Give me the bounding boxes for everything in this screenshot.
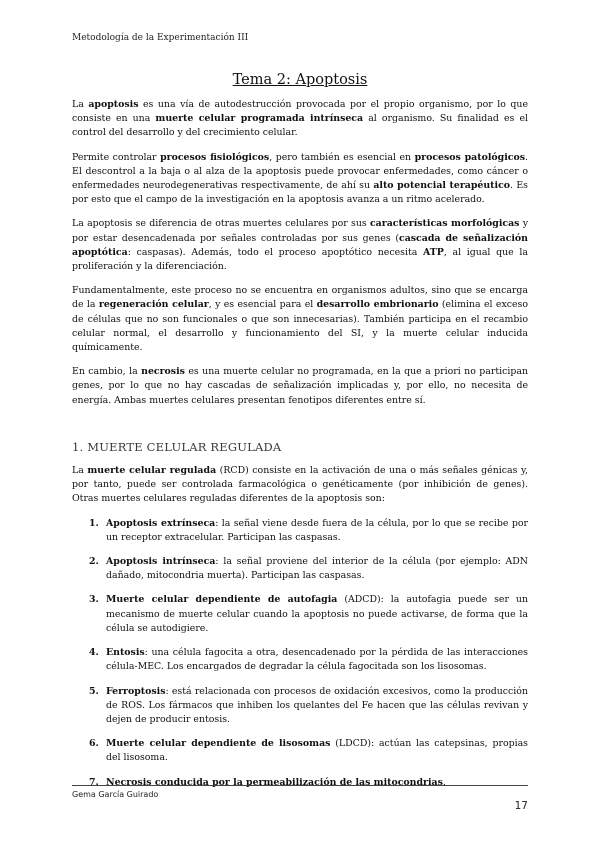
text: (ADCD): la autofagia puede ser un mecanismo de muerte celular cuando la apoptosis no puede activarse, de forma que la célula se autodigiere. [106,594,528,634]
bold-term: Apoptosis extrínseca [106,517,216,529]
list-number: 6. [89,738,99,750]
text: En cambio, la [72,366,142,378]
bold-term: Muerte celular dependiente de lisosomas [106,738,331,750]
page-number: 17 [514,800,528,812]
text: La [72,99,89,110]
bold-term: Ferroptosis [106,685,166,697]
running-header: Metodología de la Experimentación III [72,33,249,43]
list-number: 3. [89,594,99,606]
text: (elimina el exceso de células que no son funcionales o que son innecesarias). También participa en el recambio celular normal, el desarrollo y funcionamiento del SI, y la muerte celular inducida químicamente. [72,299,528,354]
page-title: Tema 2: Apoptosis [232,72,368,88]
list-item [72,776,528,790]
list-number: 7. [89,776,99,788]
text: y por estar desencadenada por señales controladas por sus genes ( [72,218,528,244]
text: es una muerte celular no programada, en la que a priori no participan genes, por lo que no hay cascadas de señalización implicadas y, por ello, no necesita de energía. Ambas muertes celulares presentan fenotipos diferentes entre sí. [72,366,529,406]
paragraph-differences [72,217,528,274]
text: : la señal proviene del interior de la célula (por ejemplo: ADN dañado, mitocondria muerta). Participan las caspasas. [106,556,528,582]
bold-term: ATP [423,246,444,258]
bold-term: cascada de señalización apoptótica [72,232,528,258]
bold-term: desarrollo embrionario [316,299,439,311]
bold-term: Entosis [106,647,145,659]
paragraph-rcd [72,464,528,507]
list-number: 5. [89,685,99,697]
text: al organismo. Su finalidad es el control del desarrollo y del crecimiento celular. [72,113,528,139]
text: . Es por esto que el campo de la investigación en la apoptosis avanza a un ritmo acelerado. [72,180,528,206]
text: . [442,776,446,788]
paragraph-intro [72,98,528,141]
paragraph-regeneration [72,284,528,355]
text: (LDCD): actúan las catepsinas, propias del lisosoma. [106,738,528,764]
bold-term: características morfológicas [369,218,520,230]
bold-term: procesos patológicos [414,151,526,163]
text: Fundamentalmente, este proceso no se encuentra en organismos adultos, sino que se encarga de la [72,285,528,311]
bold-term: procesos fisiológicos [160,151,270,163]
text: : una célula fagocita a otra, desencadenado por la pérdida de las interacciones célula-MEC. Los encargados de degradar la célula fagocitada son los lisosomas. [106,647,528,673]
list-item [72,517,528,545]
text: Permite controlar [72,151,161,163]
bold-term: muerte celular programada intrínseca [155,113,364,125]
text: La [72,465,88,477]
paragraph-necrosis [72,365,528,408]
bold-term: alto potencial terapéutico [373,180,511,192]
list-number: 1. [89,517,99,529]
footer-divider [72,785,528,786]
document-body [72,98,528,800]
text: . El descontrol a la baja o al alza de la apoptosis puede provocar enfermedades, como cáncer o enfermedades neurodegenerativas respectivamente, de ahí su [72,151,528,192]
text: : caspasas). Además, todo el proceso apoptótico necesita [127,246,424,258]
paragraph-processes [72,151,528,208]
cell-death-types-list [72,517,528,790]
list-number: 2. [89,556,99,568]
text: , al igual que la proliferación y la diferenciación. [72,246,528,273]
list-item [72,646,528,674]
text: , pero también es esencial en [269,151,415,163]
text: : está relacionada con procesos de oxidación excesivos, como la producción de ROS. Los fármacos que inhiben los quelantes del Fe hacen que las células revivan y dejen de producir entosis. [106,685,528,725]
list-number: 4. [89,647,99,659]
list-item [72,555,528,583]
bold-term: apoptosis [88,99,139,110]
section-heading: 1. MUERTE CELULAR REGULADA [72,439,282,454]
list-item [72,737,528,765]
bold-term: Muerte celular dependiente de autofagia [106,594,338,606]
list-item [72,593,528,636]
text: , y es esencial para el [208,299,317,311]
text: La apoptosis se diferencia de otras muertes celulares por sus [72,218,370,230]
text: es una vía de autodestrucción provocada por el propio organismo, por lo que consiste en una [72,99,528,125]
text: (RCD) consiste en la activación de una o más señales génicas y, por tanto, puede ser controlada farmacológica o genéticamente (por inhibición de genes). Otras muertes celulares reguladas diferentes de la apoptosis son: [72,465,528,505]
list-item [72,685,528,728]
bold-term: Apoptosis intrínseca [106,556,216,568]
bold-term: regeneración celular [98,299,209,311]
bold-term: Necrosis conducida por la permeabilización de las mitocondrias [106,776,443,788]
bold-term: necrosis [141,366,185,378]
footer-author: Gema García Guirado [72,790,159,799]
bold-term: muerte celular regulada [87,465,217,477]
text: : la señal viene desde fuera de la célula, por lo que se recibe por un receptor extracelular. Participan las caspasas. [106,517,528,543]
